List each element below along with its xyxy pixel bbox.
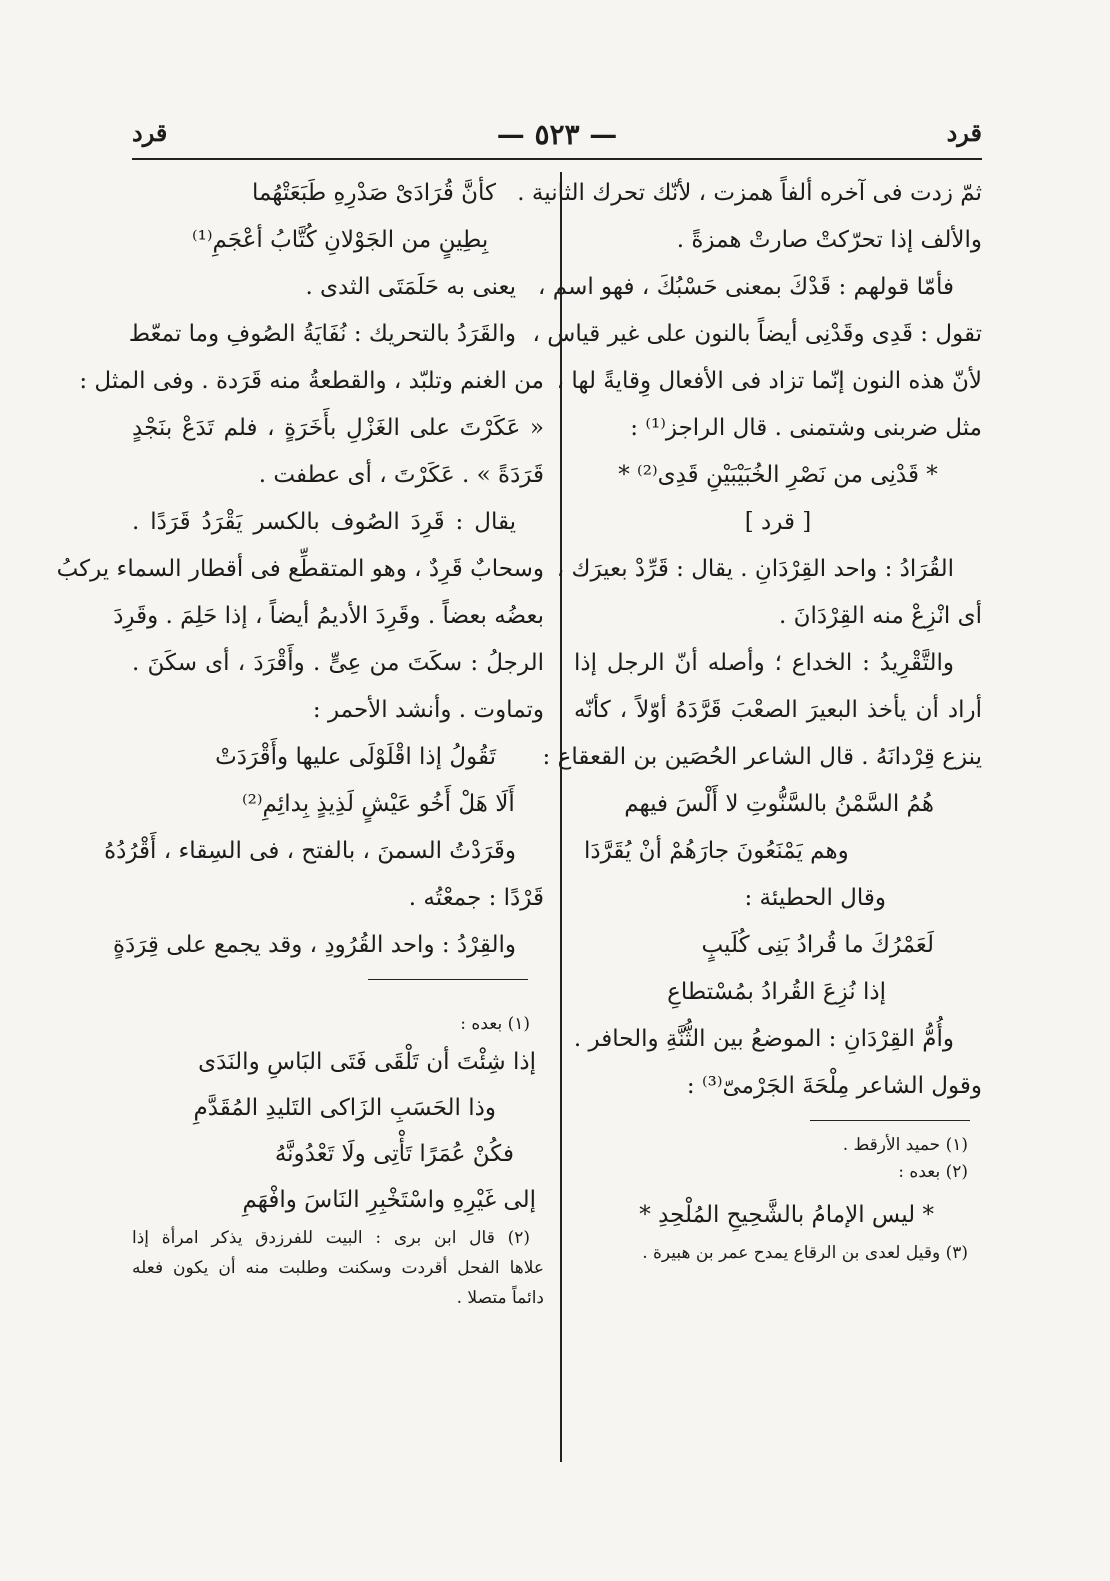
text-line: ثمّ زدت فى آخره ألفاً همزت ، لأنّك تحرك الثانية . xyxy=(517,180,982,206)
left-column xyxy=(56,170,544,1313)
text-line: من الغنم وتلبّد ، والقطعةُ منه قَرَدة . وفى المثل : xyxy=(79,368,544,394)
text-line: والألف إذا تحرّكتْ صارتْ همزةً . xyxy=(676,227,982,253)
footnote: (١) حميد الأرقط . xyxy=(842,1135,968,1155)
text-line: يقال : قَرِدَ الصُوف بالكسر يَقْرَدُ قَرَدًا . xyxy=(132,509,516,535)
text-line: ينزع قِرْدانَهُ . قال الشاعر الحُصَين بن القعقاع : xyxy=(542,744,982,770)
page-number: — ٥٢٣ — xyxy=(496,118,618,151)
text-line: أى انْزِعْ منه القِرْدَانَ . xyxy=(779,603,982,629)
text-line: فأمّا قولهم : قَدْكَ بمعنى حَسْبُكَ ، فهو اسم ، xyxy=(538,274,954,300)
text-line: والقِرْدُ : واحد القُرُودِ ، وقد يجمع على قِرَدَةٍ xyxy=(112,932,516,958)
footnote-verse: * ليس الإمامُ بالشَّحِيحِ المُلْحِدِ * xyxy=(639,1202,934,1228)
text-line: أراد أن يأخذ البعيرَ الصعْبَ قَرَّدَهُ أوّلاً ، كأنّه xyxy=(574,697,982,723)
footnote: (٢) بعده : xyxy=(898,1162,968,1182)
verse-line: لَعَمْرُكَ ما قُرادُ بَنِى كُلَيبٍ xyxy=(701,932,934,958)
text-line: يعنى به حَلَمَتَى الثدى . xyxy=(305,274,516,300)
verse-line: كأنَّ قُرَادَىْ صَدْرِهِ طَبَعَتْهُما xyxy=(251,180,496,206)
text-line: وقَرَدْتُ السمنَ ، بالفتح ، فى السِقاء ، أَقْرُدُهُ xyxy=(104,838,516,864)
text-line: قَرَدَةً » . عَكَرْتَ ، أى عطفت . xyxy=(258,462,544,488)
header-keyword-left: قرد xyxy=(132,118,168,147)
footnote-separator xyxy=(132,969,544,1009)
text-line: تقول : قَدِى وقَدْنِى أيضاً بالنون على غير قياس ، xyxy=(532,321,982,347)
text-line: لأنّ هذه النون إنّما تزاد فى الأفعال وِقايةً لها ، xyxy=(556,368,982,394)
text-line: وقول الشاعر مِلْحَةَ الجَرْمىّ⁽³⁾ : xyxy=(686,1073,982,1099)
verse-line: إذا نُزِعَ القُرادُ بمُسْتطاعِ xyxy=(667,979,886,1005)
text-line: القُرَادُ : واحد القِرْدَانِ . يقال : قَرِّدْ بعيرَك ، xyxy=(556,556,954,582)
verse-line: تَقُولُ إذا اقْلَوْلَى عليها وأَقْرَدَتْ xyxy=(215,744,496,770)
footnote-verse: فكُنْ عُمَرًا تَأْتِى ولَا تَعْدُونَّهُ xyxy=(274,1141,514,1167)
text-line: وقال الحطيئة : xyxy=(744,885,886,911)
text-line: والقَرَدُ بالتحريك : نُفَايَةُ الصُوفِ وما تمعّط xyxy=(128,321,516,347)
footnote-separator xyxy=(574,1110,982,1132)
footnote-verse: وذا الحَسَبِ الزَاكى التَليدِ المُقَدَّمِ xyxy=(193,1095,496,1121)
footnote-verse: إذا شِئْتَ أن تَلْقَى فَتَى البَاسِ والنَدَى xyxy=(198,1049,536,1075)
footnote: (٢) قال ابن برى : البيت للفرزدق يذكر امرأة إذا xyxy=(132,1228,530,1248)
footnote-verse: إلى غَيْرِهِ واسْتَخْبِرِ النَاسَ وافْهَمِ xyxy=(242,1187,536,1213)
text-line: مثل ضربنى وشتمنى . قال الراجز⁽¹⁾ : xyxy=(630,415,982,441)
verse-line: بِطِينٍ من الجَوْلانِ كُتَّابُ أعْجَمِ⁽¹⁾ xyxy=(192,227,489,253)
footnote: (٣) وقيل لعدى بن الرقاع يمدح عمر بن هبيرة . xyxy=(642,1243,968,1263)
footnote: علاها الفحل أقردت وسكنت وطلبت منه أن يكون فعله xyxy=(132,1258,544,1278)
verse-line: أَلَا هَلْ أَخُو عَيْشٍ لَذِيذٍ بِدائِمِ⁽²⁾ xyxy=(242,791,515,817)
right-column xyxy=(517,170,982,1268)
header-keyword-right: قرد xyxy=(946,118,982,147)
footnote: (١) بعده : xyxy=(460,1014,530,1034)
footnote: دائماً متصلا . xyxy=(456,1288,544,1308)
text-line: والتَّقْرِيدُ : الخداع ؛ وأصله أنّ الرجل إذا xyxy=(574,650,954,676)
text-line: وسحابٌ قَرِدٌ ، وهو المتقطِّع فى أقطار السماء يركبُ xyxy=(56,556,544,582)
text-line: قَرْدًا : جمعْتُه . xyxy=(408,885,544,911)
verse-line: هُمُ السَّمْنُ بالسَّنُّوتِ لا أَلْسَ فيهم xyxy=(624,791,934,817)
verse-line: وهم يَمْنَعُونَ جارَهُمْ أنْ يُقَرَّدَا xyxy=(584,838,849,864)
text-line: بعضُه بعضاً . وقَرِدَ الأديمُ أيضاً ، إذا حَلِمَ . وقَرِدَ xyxy=(113,603,544,629)
text-line: وتماوت . وأنشد الأحمر : xyxy=(312,697,544,723)
entry-heading: [ قرد ] xyxy=(744,509,812,535)
text-line: « عَكَرْتَ على الغَزْلِ بأَخَرَةٍ ، فلم تَدَعْ بنَجْدٍ xyxy=(132,415,544,441)
text-line: وأُمُّ القِرْدَانِ : الموضعُ بين الثُّنَّةِ والحافر . xyxy=(573,1026,954,1052)
text-line: الرجلُ : سكَتَ من عِىٍّ . وأَقْرَدَ ، أى سكَنَ . xyxy=(132,650,544,676)
header-rule xyxy=(132,158,982,160)
verse-line: * قَدْنِى من نَصْرِ الخُبَيْبَيْنِ قَدِى⁽²⁾ * xyxy=(618,462,938,488)
page-header xyxy=(132,118,982,158)
